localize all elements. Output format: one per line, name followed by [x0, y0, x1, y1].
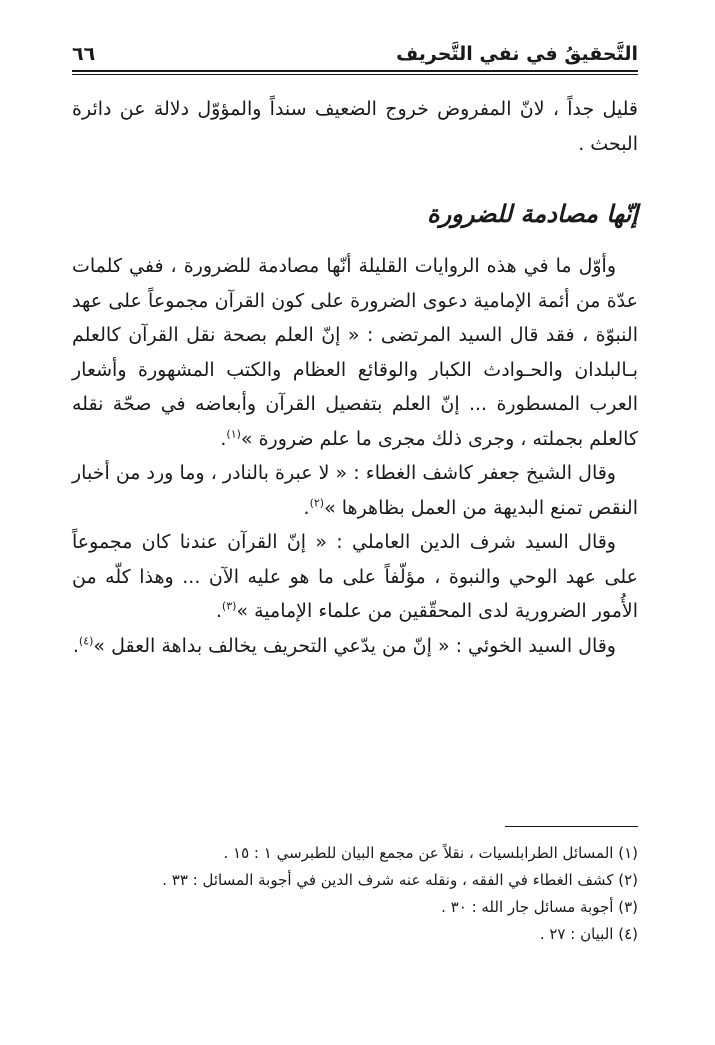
- running-header: [72, 30, 638, 66]
- footnote: (٢) كشف الغطاء في الفقه ، ونقله عنه شرف الدين في أجوبة المسائل : ٣٣ .: [162, 871, 638, 889]
- footnote-marker[interactable]: (١): [226, 427, 241, 441]
- footnote: (١) المسائل الطرابلسيات ، نقلاً عن مجمع البيان للطبرسي ١ : ١٥ .: [223, 844, 638, 862]
- footnote: (٣) أجوبة مسائل جار الله : ٣٠ .: [441, 898, 638, 916]
- paragraph-end: .: [215, 600, 222, 622]
- paragraph-continuation: قليل جداً ، لانّ المفروض خروج الضعيف سنداً والمؤوّل دلالة عن دائرة البحث .: [72, 98, 638, 155]
- paragraph-text: وقال الشيخ جعفر كاشف الغطاء : « لا عبرة بالنادر ، وما ورد من أخبار النقص تمنع البديهة من العمل بظاهرها »: [72, 462, 638, 519]
- header-rule-thin: [72, 74, 638, 75]
- paragraph-end: .: [303, 496, 310, 519]
- paragraph-text: وقال السيد شرف الدين العاملي : « إنّ القرآن عندنا كان مجموعاً على عهد الوحي والنبوة ، مؤلّفاً على ما هو عليه الآن ... وهذا كلّه من الأُمور الضرورية لدى المحقّقين من علماء الإمامية »: [72, 531, 638, 622]
- footnote: (٤) البيان : ٢٧ .: [539, 925, 638, 943]
- paragraph: [72, 525, 638, 629]
- paragraph-end: .: [220, 427, 227, 450]
- paragraph-end: .: [72, 634, 79, 657]
- footnote-marker[interactable]: (٢): [309, 496, 325, 510]
- header-rule: [72, 70, 638, 72]
- paragraph-text: وأوّل ما في هذه الروايات القليلة أنّها مصادمة للضرورة ، ففي كلمات عدّة من أئمة الإمامية دعوى الضرورة على كون القرآن مجموعاً على عهد النبوّة ، فقد قال السيد المرتضى : « إنّ العلم بصحة نقل القرآن كالعلم بـالبلدان والحـوادث الكبار والوقائع العظام والكتب المشهورة وأشعار العرب المسطورة ... إنّ العلم بتفصيل القرآن وأبعاضه في صحّة نقله كالعلم بجملته ، وجرى ذلك مجرى ما علم ضرورة »: [72, 255, 638, 450]
- paragraph: [72, 629, 638, 664]
- paragraph-text: وقال السيد الخوئي : « إنّ من يدّعي التحريف يخالف بداهة العقل »: [93, 634, 616, 657]
- footnote-separator: [505, 826, 638, 827]
- footnote-marker[interactable]: (٤): [78, 634, 94, 648]
- paragraph: [72, 249, 638, 456]
- footnote-marker[interactable]: (٣): [221, 599, 237, 613]
- paragraph: [72, 456, 638, 525]
- running-title: التَّحقيقُ في نفي التَّحريف: [396, 43, 638, 66]
- main-text: [72, 92, 638, 663]
- page-number: ٦٦: [72, 43, 96, 66]
- section-heading: إنّها مصادمة للضرورة: [427, 200, 638, 228]
- footnotes: [72, 840, 638, 948]
